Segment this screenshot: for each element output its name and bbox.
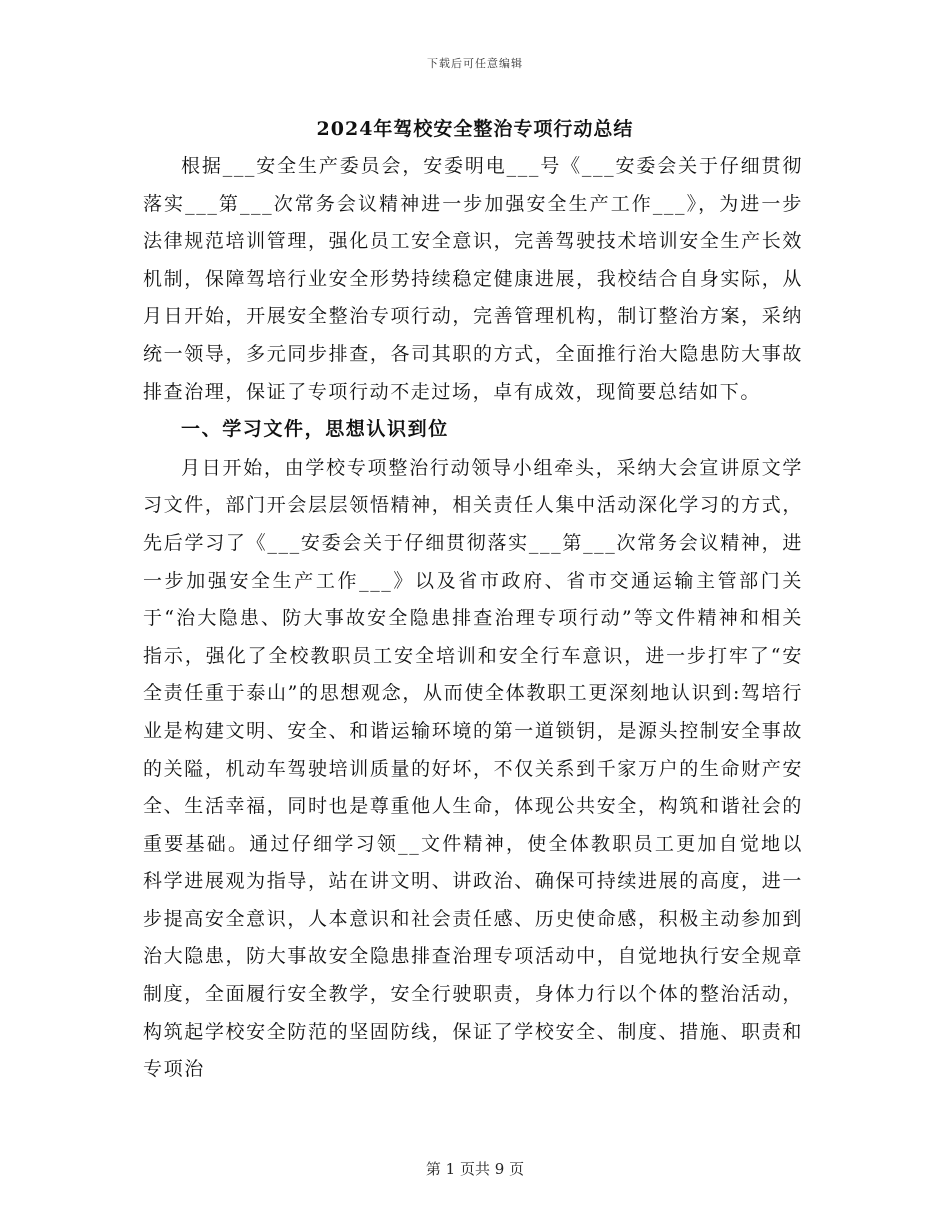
document-title: 2024年驾校安全整治专项行动总结 (316, 118, 634, 140)
section-paragraph: 月日开始，由学校专项整治行动领导小组牵头，采纳大会宣讲原文学习文件，部门开会层层领悟精神，相关责任人集中活动深化学习的方式，先后学习了《___安委会关于仔细贯彻落实___第___次常务会议精神，进一步加强安全生产工作___》以及省市政府、省市交通运输主管部门关于“治大隐患、防大事故安全隐患排查治理专项行动”等文件精神和相关指示，强化了全校教职员工安全培训和安全行车意识，进一步打牢了“安全责任重于泰山”的思想观念，从而使全体教职工更深刻地认识到:驾培行业是构建文明、安全、和谐运输环境的第一道锁钥，是源头控制安全事故的关隘，机动车驾驶培训质量的好坏，不仅关系到千家万户的生命财产安全、生活幸福，同时也是尊重他人生命，体现公共安全，构筑和谐社会的重要基础。通过仔细学习领__文件精神，使全体教职员工更加自觉地以科学进展观为指导，站在讲文明、讲政治、确保可持续进展的高度，进一步提高安全意识，人本意识和社会责任感、历史使命感，积极主动参加到治大隐患，防大事故安全隐患排查治理专项活动中，自觉地执行安全规章制度，全面履行安全教学，安全行驶职责，身体力行以个体的整治活动，构筑起学校安全防范的坚固防线，保证了学校安全、制度、措施、职责和专项治 (143, 456, 803, 1081)
page-number-footer: 第 1 页共 9 页 (425, 1160, 525, 1178)
intro-paragraph: 根据___安全生产委员会，安委明电___号《___安委会关于仔细贯彻落实___第___次常务会议精神进一步加强安全生产工作___》，为进一步法律规范培训管理，强化员工安全意识，完善驾驶技术培训安全生产长效机制，保障驾培行业安全形势持续稳定健康进展，我校结合自身实际，从月日开始，开展安全整治专项行动，完善管理机构，制订整治方案，采纳统一领导，多元同步排查，各司其职的方式，全面推行治大隐患防大事故排查治理，保证了专项行动不走过场，卓有成效，现简要总结如下。 (143, 155, 803, 403)
header-note: 下载后可任意编辑 (427, 57, 523, 70)
section-heading: 一、学习文件，思想认识到位 (181, 418, 449, 441)
document-body (143, 148, 803, 1089)
